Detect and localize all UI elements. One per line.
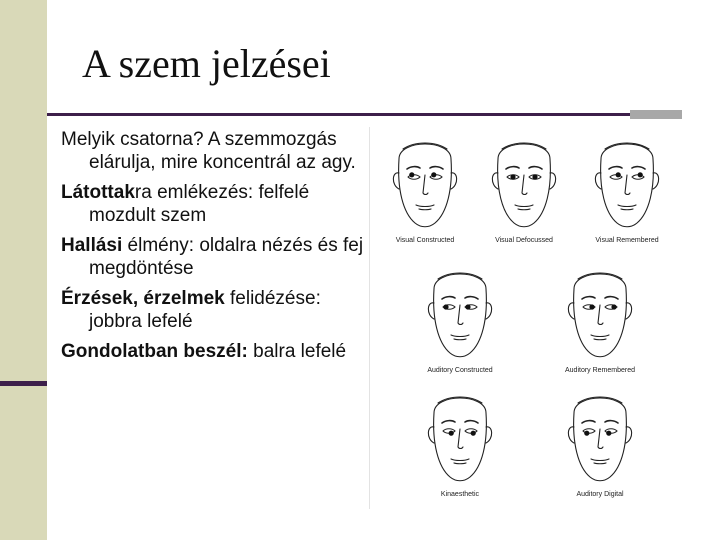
face-drawing	[550, 383, 650, 491]
face-label: Visual Remembered	[595, 237, 659, 244]
face-drawing	[550, 259, 650, 367]
face-kinaesthetic	[410, 383, 510, 505]
face-visual-defocussed	[474, 129, 574, 251]
side-band	[0, 0, 47, 540]
title-underline-grey-end	[630, 110, 682, 119]
bullet-item: Hallási élmény: oldalra nézés és fej megdöntése	[61, 235, 364, 279]
face-label: Auditory Digital	[576, 491, 624, 498]
face-drawing	[410, 259, 510, 367]
face-label: Auditory Remembered	[564, 367, 636, 374]
face-visual-remembered	[577, 129, 677, 251]
bullet-list	[61, 128, 366, 370]
face-auditory-constructed	[410, 259, 510, 381]
face-label: Visual Constructed	[395, 237, 455, 244]
face-label: Kinaesthetic	[440, 491, 480, 498]
face-label: Visual Defocussed	[495, 237, 553, 244]
face-label: Auditory Constructed	[427, 367, 493, 374]
bullet-item: Melyik csatorna? A szemmozgás elárulja, mire koncentrál az agy.	[61, 129, 356, 173]
face-drawing	[474, 129, 574, 237]
slide-title: A szem jelzései	[82, 41, 331, 86]
face-visual-constructed	[375, 129, 475, 251]
face-drawing	[375, 129, 475, 237]
title-underline	[47, 113, 681, 116]
bullet-item: Látottakra emlékezés: felfelé mozdult szem	[61, 182, 310, 226]
face-auditory-digital	[550, 383, 650, 505]
bullet-item: Gondolatban beszél: balra lefelé	[61, 341, 347, 362]
face-drawing	[410, 383, 510, 491]
side-accent-bar	[0, 381, 47, 386]
face-drawing	[577, 129, 677, 237]
face-auditory-remembered	[550, 259, 650, 381]
eye-cues-figure	[370, 127, 675, 509]
bullet-item: Érzések, érzelmek felidézése: jobbra lefelé	[61, 288, 321, 332]
